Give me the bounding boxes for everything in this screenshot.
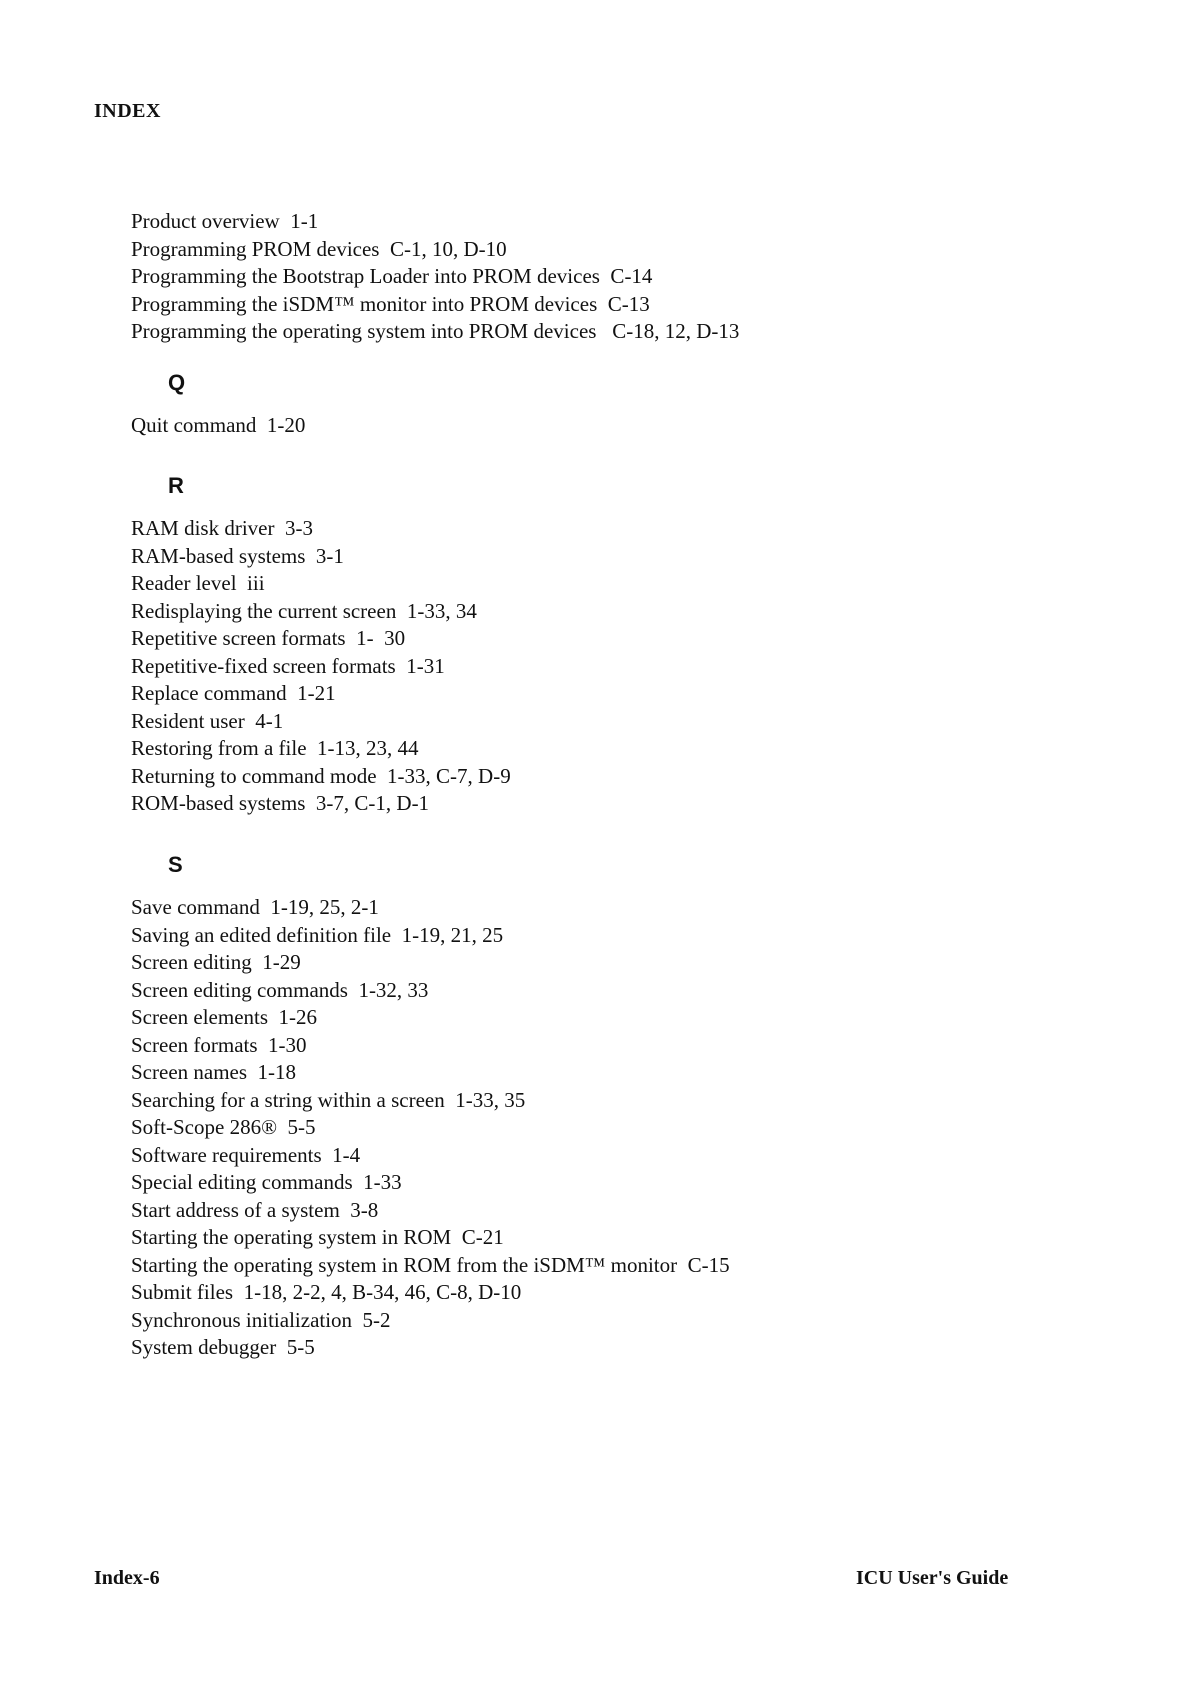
index-entry: Screen editing 1-29: [131, 950, 301, 974]
index-entry: Repetitive-fixed screen formats 1-31: [131, 653, 445, 678]
section-letter: Q: [168, 370, 186, 395]
footer-guide-title: ICU User's Guide: [856, 1567, 1009, 1589]
index-entry: Starting the operating system in ROM C-21: [131, 1225, 504, 1249]
index-entry: Screen formats 1-30: [131, 1032, 307, 1057]
index-entry: Product overview 1-1: [131, 209, 319, 233]
index-entry: Replace command 1-21: [131, 681, 336, 705]
section-letter: S: [168, 852, 183, 877]
index-entry: Screen editing commands 1-32, 33: [131, 977, 429, 1002]
index-entry: Software requirements 1-4: [131, 1142, 361, 1167]
index-entry: Redisplaying the current screen 1-33, 34: [131, 598, 477, 623]
index-section-q: [131, 370, 305, 440]
index-entry: System debugger 5-5: [131, 1335, 315, 1359]
index-entry: Resident user 4-1: [131, 708, 284, 733]
index-entry: RAM-based systems 3-1: [131, 543, 344, 568]
index-entry: Synchronous initialization 5-2: [131, 1307, 391, 1332]
index-section-s: [131, 852, 730, 1362]
index-entry: Searching for a string within a screen 1-33, 35: [131, 1087, 526, 1112]
page-header: INDEX: [94, 100, 161, 122]
index-entry: Programming the operating system into PROM devices C-18, 12, D-13: [131, 319, 740, 343]
index-entry: Programming PROM devices C-1, 10, D-10: [131, 236, 507, 261]
index-entry: Save command 1-19, 25, 2-1: [131, 895, 379, 919]
footer-page-number: Index-6: [94, 1567, 160, 1589]
index-entry: Start address of a system 3-8: [131, 1197, 379, 1222]
index-entry: Programming the Bootstrap Loader into PROM devices C-14: [131, 264, 653, 288]
index-entry: Repetitive screen formats 1- 30: [131, 626, 406, 650]
index-entry: Submit files 1-18, 2-2, 4, B-34, 46, C-8, D-10: [131, 1280, 522, 1304]
index-entry: Special editing commands 1-33: [131, 1170, 402, 1194]
index-entry: Quit command 1-20: [131, 413, 306, 437]
section-letter: R: [168, 473, 184, 498]
index-entry: Screen elements 1-26: [131, 1005, 318, 1029]
index-entry: RAM disk driver 3-3: [131, 516, 313, 540]
index-entry: Screen names 1-18: [131, 1060, 297, 1084]
index-entry: Restoring from a file 1-13, 23, 44: [131, 736, 419, 760]
index-entry: Saving an edited definition file 1-19, 21, 25: [131, 922, 504, 947]
index-entry: Programming the iSDM™ monitor into PROM devices C-13: [131, 291, 650, 316]
index-block-p: [131, 208, 739, 346]
index-entry: Starting the operating system in ROM from the iSDM™ monitor C-15: [131, 1252, 730, 1277]
index-entry: Reader level iii: [131, 571, 265, 595]
index-section-r: [131, 473, 511, 818]
index-entry: Returning to command mode 1-33, C-7, D-9: [131, 763, 511, 788]
index-entry: ROM-based systems 3-7, C-1, D-1: [131, 791, 430, 815]
index-entry: Soft-Scope 286® 5-5: [131, 1115, 316, 1139]
